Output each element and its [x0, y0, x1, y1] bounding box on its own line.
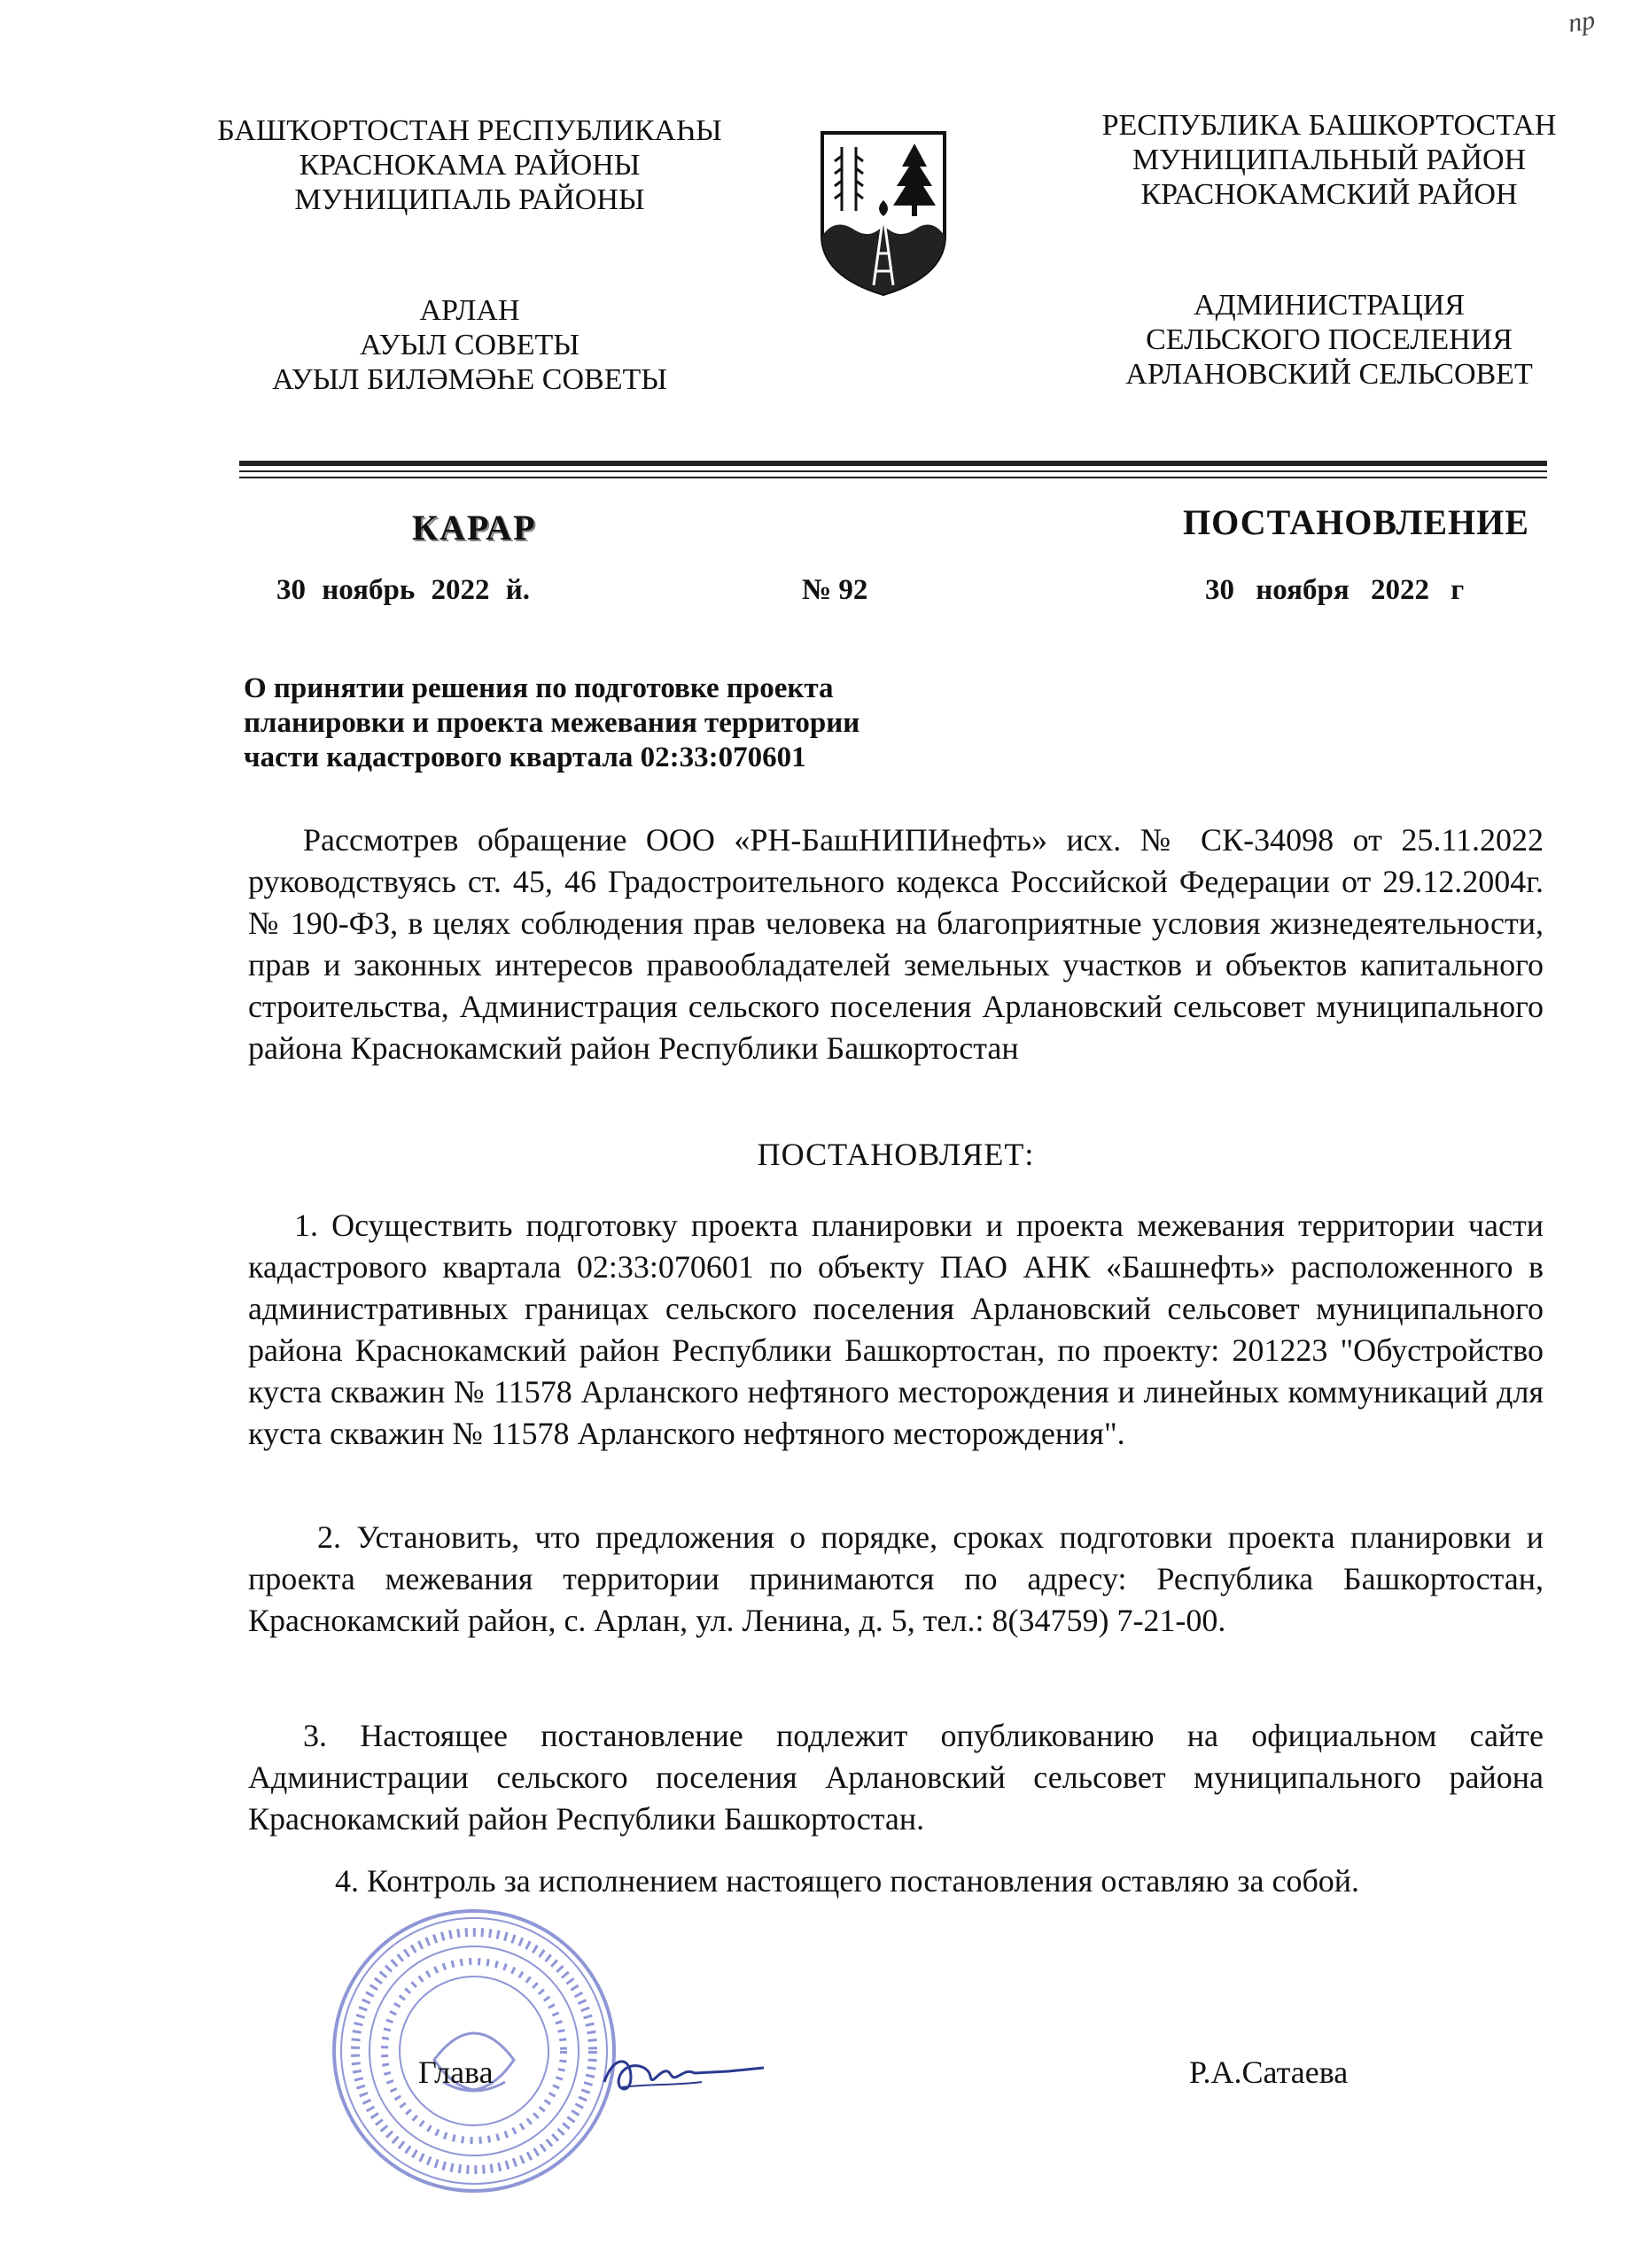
decree-item-3: 3. Настоящее постановление подлежит опубликованию на официальном сайте Администрации сельского поселения Арлановский сельсовет муниципального района Краснокамский район Республики Башкортостан.: [248, 1718, 1544, 1837]
header-left-line: АРЛАН: [419, 294, 520, 327]
decree-heading: ПОСТАНОВЛЯЕТ:: [757, 1137, 1035, 1172]
title-line: планировки и проекта межевания территории: [244, 707, 860, 739]
handwritten-signature: [595, 2038, 773, 2109]
document-title: [244, 672, 1006, 775]
header-divider-thin: [239, 477, 1547, 478]
date-bashkir: 30 ноябрь 2022 й.: [276, 574, 531, 606]
official-seal-stamp: [328, 1905, 620, 2197]
date-russian: 30 ноября 2022 г: [1205, 574, 1465, 606]
header-right-russian: [1081, 108, 1577, 392]
header-right-line: РЕСПУБЛИКА БАШКОРТОСТАН: [1101, 109, 1557, 142]
handwritten-mark: пр: [1566, 5, 1598, 38]
header-left-line: БАШҠОРТОСТАН РЕСПУБЛИКАҺЫ: [217, 114, 722, 147]
header-divider: [239, 461, 1547, 466]
title-line: части кадастрового квартала 02:33:070601: [244, 742, 806, 773]
decree-item-2: 2. Установить, что предложения о порядке, сроках подготовки проекта планировки и проекта межевания территории принимаются по адресу: Республика Башкортостан, Краснокамский район, с. Арлан, ул. Ленина, д. 5, тел.: 8(34759) 7-21-00.: [248, 1519, 1544, 1638]
header-right-line: МУНИЦИПАЛЬНЫЙ РАЙОН: [1132, 144, 1527, 176]
intro-paragraph: Рассмотрев обращение ООО «РН-БашНИПИнефть» исх. № СК-34098 от 25.11.2022 руководствуясь ст. 45, 46 Градостроительного кодекса Российской Федерации от 29.12.2004г. № 190-ФЗ, в целях соблюдения прав человека на благоприятные условия жизнедеятельности, прав и законных интересов правообладателей земельных участков и объектов капитального строительства, Администрация сельского поселения Арлановский сельсовет муниципального района Краснокамский район Республики Башкортостан: [248, 822, 1544, 1066]
header-left-line: МУНИЦИПАЛЬ РАЙОНЫ: [294, 183, 645, 216]
signatory-title: Глава: [418, 2054, 494, 2090]
doc-number: № 92: [802, 574, 868, 606]
header-left-line: АУЫЛ БИЛӘМӘҺЕ СОВЕТЫ: [272, 363, 667, 396]
doc-type-russian: ПОСТАНОВЛЕНИЕ: [1183, 502, 1529, 542]
header-right-line: АРЛАНОВСКИЙ СЕЛЬСОВЕТ: [1125, 358, 1533, 391]
title-line: О принятии решения по подготовке проекта: [244, 672, 834, 704]
header-right-line: СЕЛЬСКОГО ПОСЕЛЕНИЯ: [1146, 323, 1513, 356]
header-right-line: АДМИНИСТРАЦИЯ: [1194, 289, 1465, 322]
header-divider-thin: [239, 470, 1547, 472]
header-left-line: АУЫЛ СОВЕТЫ: [360, 329, 579, 361]
decree-item-4: 4. Контроль за исполнением настоящего постановления оставляю за собой.: [335, 1863, 1360, 1899]
decree-item-1: 1. Осуществить подготовку проекта планировки и проекта межевания территории части кадастрового квартала 02:33:070601 по объекту ПАО АНК «Башнефть» расположенного в административных границах сельского поселения Арлановский сельсовет муниципального района Краснокамский район Республики Башкортостан, по проекту: 201223 "Обустройство куста скважин № 11578 Арланского нефтяного месторождения и линейных коммуникаций для куста скважин № 11578 Арланского нефтяного месторождения".: [248, 1208, 1544, 1451]
coat-of-arms-emblem: [817, 129, 950, 298]
signatory-name: Р.А.Сатаева: [1189, 2054, 1349, 2090]
header-right-line: КРАСНОКАМСКИЙ РАЙОН: [1140, 178, 1518, 211]
doc-type-bashkir: КАРАР: [412, 508, 537, 548]
header-left-line: КРАСНОКАМА РАЙОНЫ: [299, 149, 641, 182]
header-left-bashkir: [168, 113, 771, 397]
